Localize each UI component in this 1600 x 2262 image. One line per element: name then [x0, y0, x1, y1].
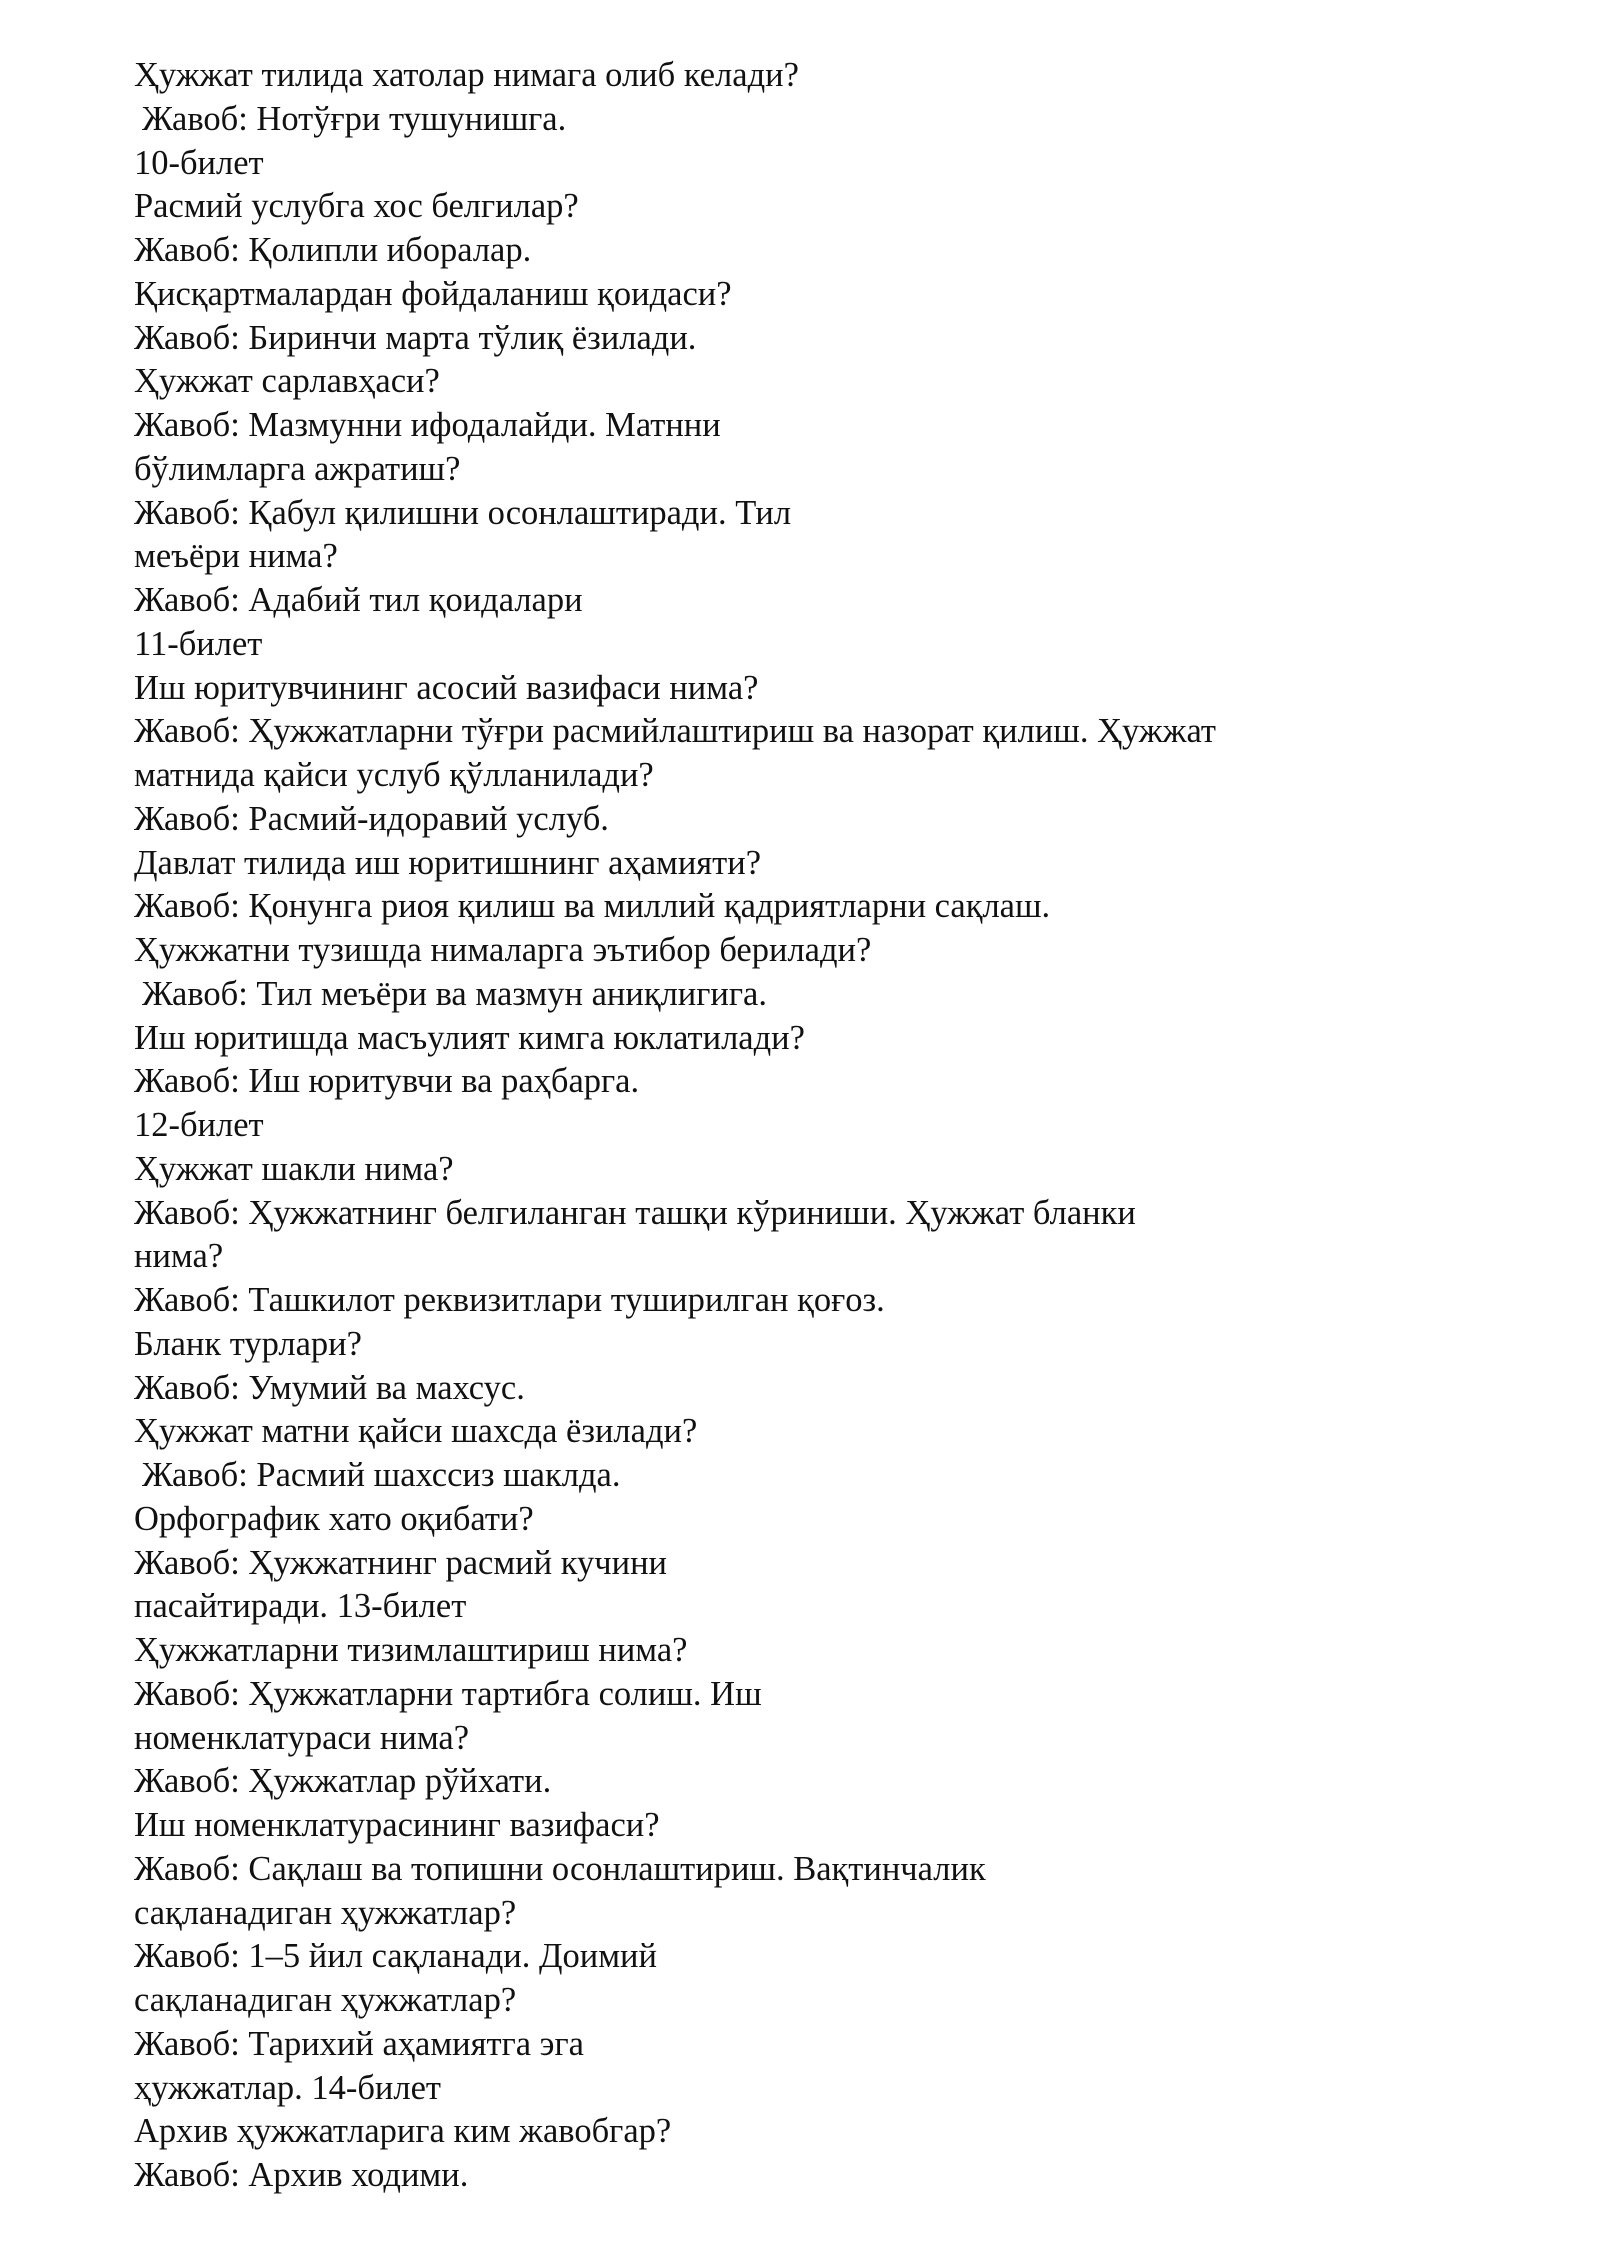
text-line: Жавоб: Қолипли иборалар. — [134, 231, 532, 269]
text-line: Жавоб: Мазмунни ифодалайди. Матнни — [134, 406, 721, 444]
text-line: Жавоб: 1–5 йил сақланади. Доимий — [134, 1937, 657, 1976]
text-line: Иш номенклатурасининг вазифаси? — [134, 1806, 660, 1844]
text-line: Иш юритувчининг асосий вазифаси нима? — [134, 668, 759, 707]
text-line: Жавоб: Қонунга риоя қилиш ва миллий қадриятларни сақлаш. — [134, 887, 1051, 926]
text-line: Ҳужжат тилида хатолар нимага олиб келади? — [134, 56, 799, 94]
text-line: Ҳужжат шакли нима? — [134, 1149, 454, 1188]
text-line: Жавоб: Ташкилот реквизитлари туширилган қоғоз. — [134, 1281, 885, 1319]
text-line: Жавоб: Иш юритувчи ва раҳбарга. — [134, 1062, 640, 1101]
ticket-heading: 11-билет — [134, 624, 263, 663]
text-line: пасайтиради. 13-билет — [134, 1587, 467, 1626]
text-line: Жавоб: Сақлаш ва топишни осонлаштириш. Вақтинчалик — [134, 1849, 986, 1888]
text-line: Ҳужжат сарлавҳаси? — [134, 362, 440, 401]
text-line: Жавоб: Архив ходими. — [134, 2156, 469, 2194]
text-line: сақланадиган ҳужжатлар? — [134, 1893, 517, 1932]
text-line: Ҳужжат матни қайси шахсда ёзилади? — [134, 1412, 698, 1451]
text-line: Жавоб: Адабий тил қоидалари — [134, 581, 583, 619]
text-line: номенклатураси нима? — [134, 1718, 470, 1757]
ticket-heading: 12-билет — [134, 1106, 264, 1144]
text-line: Жавоб: Тарихий аҳамиятга эга — [134, 2024, 584, 2063]
ticket-heading: 10-билет — [134, 143, 264, 182]
text-line: Жавоб: Ҳужжатларни тартибга солиш. Иш — [134, 1674, 762, 1713]
text-line: Ҳужжатни тузишда нималарга эътибор берилади? — [134, 931, 872, 969]
text-line: Жавоб: Ҳужжатнинг расмий кучини — [134, 1543, 667, 1582]
text-line: Жавоб: Тил меъёри ва мазмун аниқлигига. — [142, 974, 767, 1013]
text-line: Жавоб: Ҳужжатлар рўйхати. — [134, 1762, 552, 1801]
text-line: Бланк турлари? — [134, 1324, 362, 1363]
text-line: Расмий услубга хос белгилар? — [134, 187, 579, 226]
text-line: Иш юритишда масъулият кимга юклатилади? — [134, 1018, 805, 1057]
document-text — [134, 54, 1434, 2198]
text-line: Жавоб: Расмий шахссиз шаклда. — [142, 1456, 621, 1494]
text-line: Жавоб: Умумий ва махсус. — [134, 1368, 525, 1407]
text-line: нима? — [134, 1237, 224, 1276]
text-line: Жавоб: Қабул қилишни осонлаштиради. Тил — [134, 493, 792, 532]
text-line: Жавоб: Нотўғри тушунишга. — [142, 99, 567, 138]
text-line: матнида қайси услуб қўлланилади? — [134, 756, 654, 794]
text-line: ҳужжатлар. 14-билет — [134, 2068, 441, 2107]
text-line: Ҳужжатларни тизимлаштириш нима? — [134, 1631, 688, 1669]
text-line: Архив ҳужжатларига ким жавобгар? — [134, 2112, 672, 2151]
text-line: сақланадиган ҳужжатлар? — [134, 1981, 517, 2019]
text-line: Давлат тилида иш юритишнинг аҳамияти? — [134, 843, 762, 882]
text-line: Жавоб: Ҳужжатнинг белгиланган ташқи кўриниши. Ҳужжат бланки — [134, 1193, 1136, 1232]
text-line: Орфографик хато оқибати? — [134, 1499, 534, 1538]
text-line: Жавоб: Биринчи марта тўлиқ ёзилади. — [134, 318, 697, 357]
text-line: меъёри нима? — [134, 537, 338, 576]
text-line: бўлимларга ажратиш? — [134, 449, 461, 488]
text-line: Жавоб: Расмий-идоравий услуб. — [134, 799, 609, 838]
text-line: Қисқартмалардан фойдаланиш қоидаси? — [134, 274, 732, 313]
text-line: Жавоб: Ҳужжатларни тўғри расмийлаштириш ва назорат қилиш. Ҳужжат — [134, 712, 1216, 751]
